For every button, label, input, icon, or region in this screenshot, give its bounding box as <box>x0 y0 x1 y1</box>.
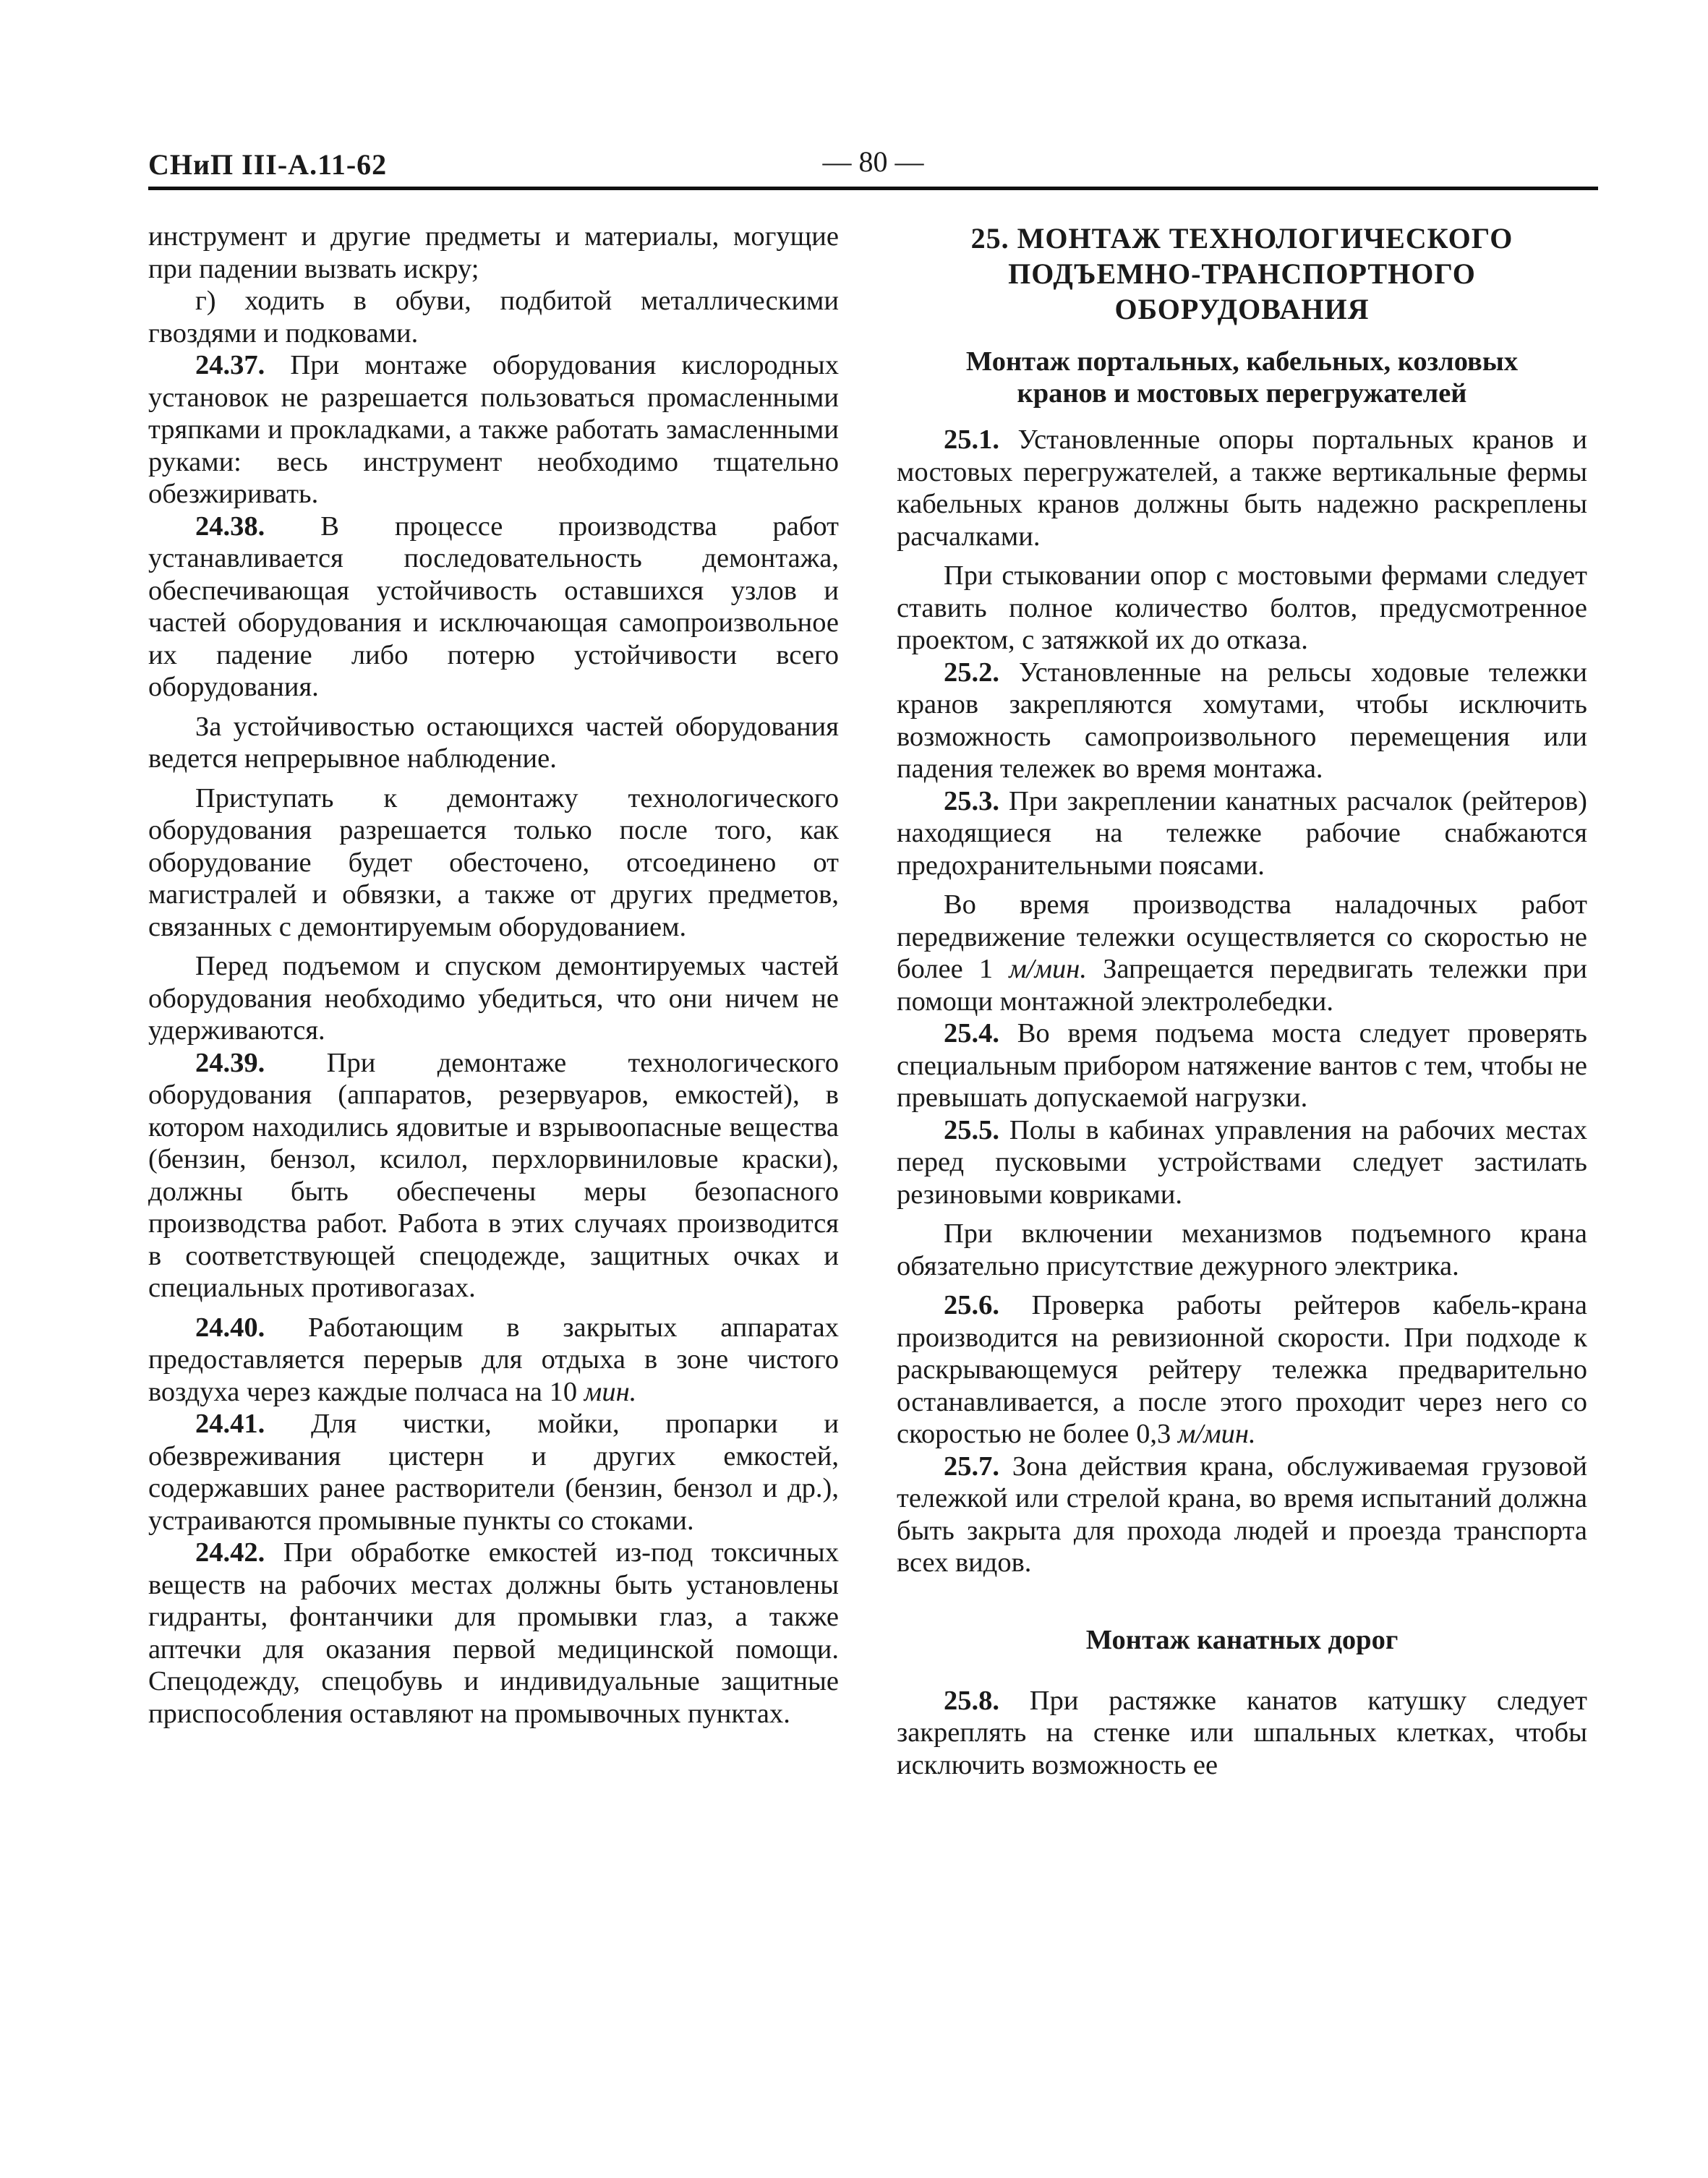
clause-24-42 <box>148 1537 839 1730</box>
clause-number: 25.2. <box>944 657 999 688</box>
clause-25-6 <box>897 1289 1587 1451</box>
paragraph-text: Запрещается передвигать тележки при помощи монтажной электролебедки. <box>897 954 1587 1017</box>
clause-number: 24.38. <box>195 511 265 542</box>
clause-number: 25.8. <box>944 1685 999 1716</box>
paragraph: При стыковании опор с мостовыми фермами следует ставить полное количество болтов, предусмотренное проектом, с затяжкой их до отказа. <box>897 560 1587 655</box>
clause-24-38 <box>148 511 839 704</box>
clause-text: При демонтаже технологического оборудования (аппаратов, резервуаров, емкостей), в котором находились ядовитые и взрывоопасные вещества (бензин, бензол, ксилол, перхлорвиниловые краски), должны быть обеспечены меры безопасного производства работ. Работа в этих случаях производится в соответствующей спецодежде, защитных очках и специальных противогазах. <box>148 1047 839 1303</box>
clause-24-37 <box>148 349 839 511</box>
clause-24-41 <box>148 1408 839 1537</box>
section-title-line: ОБОРУДОВАНИЯ <box>1114 293 1370 325</box>
subsection-title: Монтаж канатных дорог <box>1085 1624 1399 1655</box>
paragraph: Перед подъемом и спуском демонтируемых частей оборудования необходимо убедиться, что они ничем не удерживаются. <box>148 951 839 1046</box>
clause-25-2 <box>897 657 1587 785</box>
clause-text: При обработке емкостей из-под токсичных веществ на рабочих местах должны быть установлены гидранты, фонтанчики для промывки глаз, а также аптечки для оказания первой медицинской помощи. Спецодежду, спецобувь и индивидуальные защитные приспособления оставляют на промывочных пунктах. <box>148 1537 839 1729</box>
clause-text: Работающим в закрытых аппаратах предоставляется перерыв для отдыха в зоне чистого воздуха через каждые полчаса на 10 <box>148 1312 839 1407</box>
clause-text: Во время подъема моста следует проверять специальным прибором натяжение вантов с тем, чтобы не превышать допускаемой нагрузки. <box>897 1018 1587 1113</box>
unit: м/мин. <box>1177 1419 1256 1449</box>
clause-24-40 <box>148 1312 839 1409</box>
right-column <box>897 221 1587 1781</box>
page-header <box>148 145 1598 188</box>
clause-number: 24.40. <box>195 1312 265 1343</box>
clause-25-1 <box>897 424 1587 552</box>
paragraph: При включении механизмов подъемного крана обязательно присутствие дежурного электрика. <box>897 1218 1587 1281</box>
clause-text: Установленные опоры портальных кранов и мостовых перегружателей, а также вертикальные фермы кабельных кранов должны быть надежно раскреплены расчалками. <box>897 424 1587 552</box>
clause-number: 24.37. <box>195 350 265 380</box>
paragraph: г) ходить в обуви, подбитой металлическими гвоздями и подковами. <box>148 286 839 349</box>
clause-25-3 <box>897 785 1587 882</box>
clause-text: При монтаже оборудования кислородных установок не разрешается пользоваться промасленными тряпками и прокладками, а также работать замасленными руками: весь инструмент необходимо тщательно обезжиривать. <box>148 350 839 509</box>
section-title-line: 25. МОНТАЖ ТЕХНОЛОГИЧЕСКОГО <box>970 222 1513 255</box>
subsection-title <box>897 346 1587 409</box>
clause-number: 24.41. <box>195 1409 265 1439</box>
clause-number: 24.42. <box>195 1537 265 1568</box>
clause-text: Установленные на рельсы ходовые тележки кранов закрепляются хомутами, чтобы исключить возможность самопроизвольного перемещения или падения тележек во время монтажа. <box>897 657 1587 784</box>
paragraph-text: Во время производства наладочных работ передвижение тележки осуществляется со скоростью не более 1 <box>897 889 1587 984</box>
header-rule <box>148 187 1598 190</box>
clause-text: Для чистки, мойки, пропарки и обезвреживания цистерн и других емкостей, содержавших ранее растворители (бензин, бензол и др.), устраиваются промывные пункты со стоками. <box>148 1409 839 1536</box>
paragraph: инструмент и другие предметы и материалы, могущие при падении вызвать искру; <box>148 221 839 284</box>
page-number: — 80 — <box>822 145 924 178</box>
clause-number: 25.4. <box>944 1018 999 1049</box>
document-code: СНиП III-А.11-62 <box>148 148 388 181</box>
subsection-title-line: кранов и мостовых перегружателей <box>1017 378 1467 409</box>
clause-text: В процессе производства работ устанавливается последовательность демонтажа, обеспечивающая устойчивость оставшихся узлов и частей оборудования и исключающая самопроизвольное их падение либо потерю устойчивости всего оборудования. <box>148 511 839 702</box>
clause-text: Зона действия крана, обслуживаемая грузовой тележкой или стрелой крана, во время испытаний должна быть закрыта для прохода людей и проезда транспорта всех видов. <box>897 1451 1587 1578</box>
clause-25-5 <box>897 1114 1587 1211</box>
paragraph: Приступать к демонтажу технологического оборудования разрешается только после того, как оборудование будет обесточено, отсоединено от магистралей и обвязки, а также от других предметов, связанных с демонтируемым оборудованием. <box>148 782 839 942</box>
clause-text: При закреплении канатных расчалок (рейтеров) находящиеся на тележке рабочие снабжаются предохранительными поясами. <box>897 785 1587 881</box>
clause-text: При растяжке канатов катушку следует закреплять на стенке или шпальных клетках, чтобы исключить возможность ее <box>897 1685 1587 1780</box>
clause-25-4 <box>897 1017 1587 1114</box>
clause-number: 25.6. <box>944 1290 999 1320</box>
clause-24-39 <box>148 1047 839 1304</box>
unit: мин. <box>584 1376 637 1407</box>
clause-number: 25.1. <box>944 424 999 455</box>
clause-text: Проверка работы рейтеров кабель-крана производится на ревизионной скорости. При подходе к раскрывающемуся рейтеру тележка предварительно останавливается, а после этого проходит через него со скоростью не более 0,3 <box>897 1290 1587 1449</box>
unit: м/мин. <box>1009 954 1088 984</box>
clause-number: 25.3. <box>944 785 999 816</box>
subsection-title-line: Монтаж портальных, кабельных, козловых <box>965 346 1519 377</box>
clause-25-8 <box>897 1685 1587 1782</box>
left-column <box>148 221 839 1730</box>
paragraph: За устойчивостью остающихся частей оборудования ведется непрерывное наблюдение. <box>148 711 839 774</box>
clause-25-7 <box>897 1451 1587 1579</box>
clause-number: 25.5. <box>944 1114 999 1145</box>
paragraph <box>897 889 1587 1017</box>
clause-text: Полы в кабинах управления на рабочих местах перед пусковыми устройствами следует застилать резиновыми ковриками. <box>897 1114 1587 1210</box>
section-title-line: ПОДЪЕМНО-ТРАНСПОРТНОГО <box>1008 257 1476 290</box>
section-title <box>897 221 1587 327</box>
clause-number: 25.7. <box>944 1451 999 1482</box>
clause-number: 24.39. <box>195 1047 265 1078</box>
